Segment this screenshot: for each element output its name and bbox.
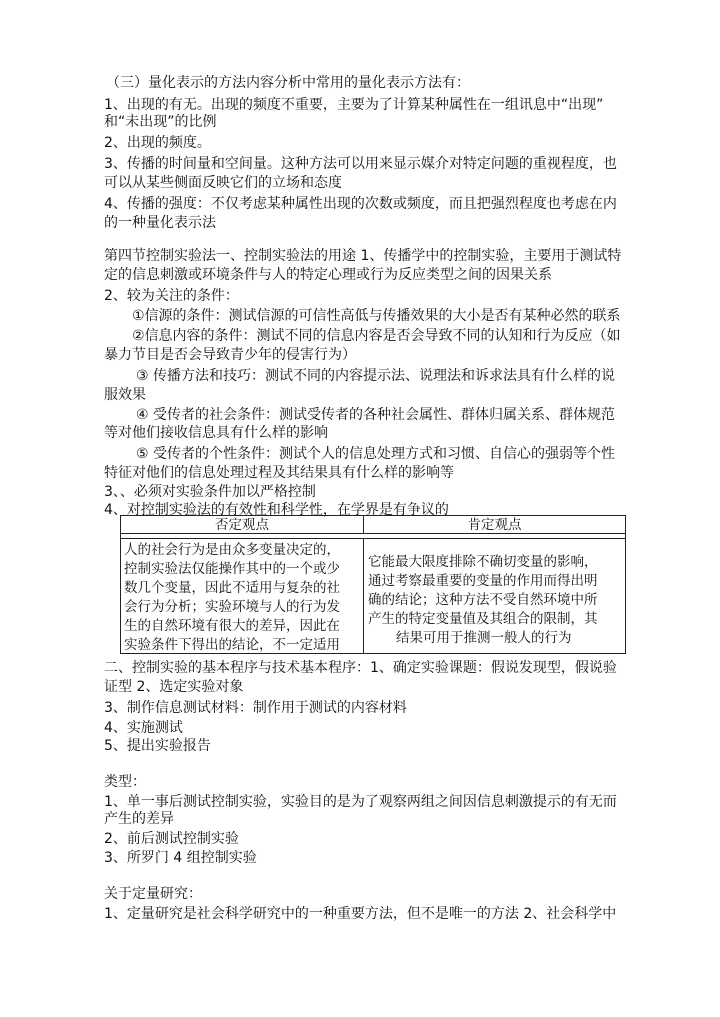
table-cell-line: 控制实验法仅能操作其中的一个或少 bbox=[124, 561, 340, 577]
heading-types: 类型： bbox=[104, 774, 146, 790]
table-cell-line: 通过考察最重要的变量的作用而得出明 bbox=[368, 573, 598, 589]
condition-item: ⑤ 受传者的个性条件：测试个人的信息处理方式和习惯、自信心的强弱等个性 bbox=[136, 446, 615, 462]
text-line: 4、实施测试 bbox=[104, 720, 183, 736]
text-line: 可以从某些侧面反映它们的立场和态度 bbox=[104, 175, 342, 191]
table-cell-positive bbox=[364, 539, 625, 653]
table-cell-line: 结果可用于推测一般人的行为 bbox=[396, 630, 572, 646]
table-cell-line: 会行为分析；实验环境与人的行为发 bbox=[124, 599, 340, 615]
table-cell-line: 它能最大限度排除不确切变量的影响， bbox=[368, 554, 598, 570]
condition-continuation: 等对他们接收信息具有什么样的影响 bbox=[104, 425, 328, 441]
text-line: 和“未出现”的比例 bbox=[104, 114, 217, 130]
condition-continuation: 暴力节目是否会导致青少年的侵害行为） bbox=[104, 347, 356, 363]
text-line: 2、较为关注的条件： bbox=[104, 288, 239, 304]
heading-procedure: 二、控制实验的基本程序与技术基本程序：1、确定实验课题：假说发现型，假说验 bbox=[104, 660, 617, 676]
text-line: 3、传播的时间量和空间量。这种方法可以用来显示媒介对特定问题的重视程度，也 bbox=[104, 156, 617, 172]
table-header-negative: 否定观点 bbox=[121, 516, 364, 534]
heading-section-four: 第四节控制实验法一、控制实验法的用途 1、传播学中的控制实验，主要用于测试特 bbox=[104, 248, 622, 264]
text-line: 1、单一事后测试控制实验，实验目的是为了观察两组之间因信息刺激提示的有无而 bbox=[104, 794, 617, 810]
text-line: 产生的差异 bbox=[104, 811, 174, 827]
text-line: 的一种量化表示法 bbox=[104, 215, 216, 231]
text-line: 3、所罗门 4 组控制实验 bbox=[104, 850, 257, 866]
condition-item: ①信源的条件：测试信源的可信性高低与传播效果的大小是否有某种必然的联系 bbox=[132, 308, 621, 324]
text-line: 1、定量研究是社会科学研究中的一种重要方法，但不是唯一的方法 2、社会科学中 bbox=[104, 906, 617, 922]
heading-quantification-methods: （三）量化表示的方法内容分析中常用的量化表示方法有： bbox=[106, 75, 470, 91]
text-line: 4、传播的强度：不仅考虑某种属性出现的次数或频度，而且把强烈程度也考虑在内 bbox=[104, 196, 617, 212]
condition-continuation: 服效果 bbox=[104, 387, 146, 403]
condition-continuation: 特征对他们的信息处理过程及其结果具有什么样的影响等 bbox=[104, 465, 454, 481]
heading-quantitative-research: 关于定量研究： bbox=[104, 886, 202, 902]
text-line: 2、出现的频度。 bbox=[104, 135, 211, 151]
table-cell-line: 数几个变量，因此不适用与复杂的社 bbox=[124, 580, 340, 596]
condition-item: ④ 受传者的社会条件：测试受传者的各种社会属性、群体归属关系、群体规范 bbox=[136, 407, 615, 423]
table-header-positive: 肯定观点 bbox=[364, 516, 625, 534]
table-cell-line: 产生的特定变量值及其组合的限制，其 bbox=[368, 611, 598, 627]
condition-item: ②信息内容的条件：测试不同的信息内容是否会导致不同的认知和行为反应（如 bbox=[132, 328, 621, 344]
table-cell-line: 确的结论；这种方法不受自然环境中所 bbox=[368, 592, 598, 608]
text-line: 证型 2、选定实验对象 bbox=[104, 679, 244, 695]
condition-item: ③ 传播方法和技巧：测试不同的内容提示法、说理法和诉求法具有什么样的说 bbox=[136, 368, 615, 384]
table-cell-line: 生的自然环境有很大的差异，因此在 bbox=[124, 618, 340, 634]
text-line: 3、、必须对实验条件加以严格控制 bbox=[104, 484, 316, 500]
text-line: 定的信息刺激或环境条件与人的特定心理或行为反应类型之间的因果关系 bbox=[104, 267, 552, 283]
table-cell-line: 人的社会行为是由众多变量决定的， bbox=[124, 542, 340, 558]
table-cell-line-clipped bbox=[227, 652, 268, 653]
table-cell-line: 实验条件下得出的结论，不一定适用 bbox=[124, 637, 340, 653]
text-line: 5、提出实验报告 bbox=[104, 738, 211, 754]
text-line: 2、前后测试控制实验 bbox=[104, 831, 239, 847]
text-line: 1、出现的有无。出现的频度不重要，主要为了计算某种属性在一组讯息中“出现” bbox=[104, 97, 604, 113]
text-line: 3、制作信息测试材料：制作用于测试的内容材料 bbox=[104, 700, 407, 716]
table-cell-negative bbox=[121, 539, 364, 653]
text-line: 4、对控制实验法的有效性和科学性，在学界是有争议的 bbox=[104, 502, 449, 518]
viewpoint-table bbox=[120, 515, 626, 654]
